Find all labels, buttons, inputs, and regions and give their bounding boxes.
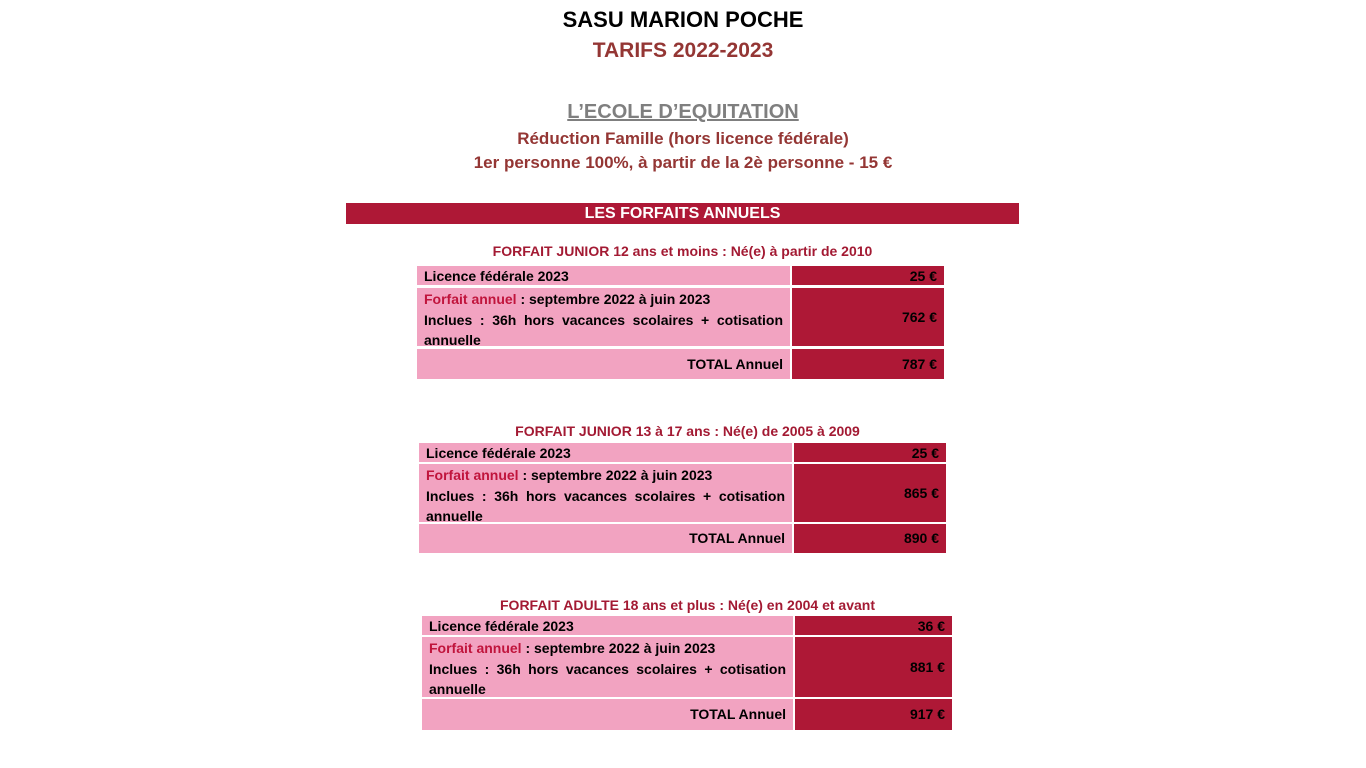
forfait-desc: Inclues : 36h hors vacances scolaires + cotisation annuelle <box>429 660 786 697</box>
forfait-label: Forfait annuel <box>424 291 517 307</box>
forfait-price: 762 € <box>792 288 944 346</box>
forfait-period: : septembre 2022 à juin 2023 <box>518 467 713 483</box>
forfait-table <box>419 443 946 553</box>
forfait-table <box>417 266 944 379</box>
reduction-title: Réduction Famille (hors licence fédérale) <box>517 129 849 148</box>
licence-price: 25 € <box>794 443 946 462</box>
total-label: TOTAL Annuel <box>419 524 792 553</box>
forfaits-banner: LES FORFAITS ANNUELS <box>346 203 1019 224</box>
school-title: L’ECOLE D’EQUITATION <box>567 101 799 123</box>
forfait-period: : septembre 2022 à juin 2023 <box>521 640 716 656</box>
company-name: SASU MARION POCHE <box>562 7 804 32</box>
tarifs-title: TARIFS 2022-2023 <box>592 39 774 62</box>
total-price: 890 € <box>794 524 946 553</box>
licence-price: 36 € <box>795 616 952 635</box>
forfait-title: FORFAIT JUNIOR 13 à 17 ans : Né(e) de 2005 à 2009 <box>515 423 860 439</box>
licence-label: Licence fédérale 2023 <box>417 266 790 285</box>
total-price: 787 € <box>792 349 944 379</box>
forfait-label: Forfait annuel <box>426 467 519 483</box>
total-label: TOTAL Annuel <box>417 349 790 379</box>
forfait-desc: Inclues : 36h hors vacances scolaires + cotisation annuelle <box>424 311 783 348</box>
forfait-cell <box>422 637 793 697</box>
forfait-title: FORFAIT ADULTE 18 ans et plus : Né(e) en 2004 et avant <box>500 597 875 613</box>
forfait-period: : septembre 2022 à juin 2023 <box>516 291 711 307</box>
reduction-detail: 1er personne 100%, à partir de la 2è personne - 15 € <box>473 153 893 172</box>
forfait-cell <box>417 288 790 346</box>
forfait-title: FORFAIT JUNIOR 12 ans et moins : Né(e) à partir de 2010 <box>492 243 873 259</box>
forfait-table <box>422 616 952 730</box>
forfait-label: Forfait annuel <box>429 640 522 656</box>
total-label: TOTAL Annuel <box>422 699 793 730</box>
licence-label: Licence fédérale 2023 <box>419 443 792 462</box>
licence-price: 25 € <box>792 266 944 285</box>
forfait-price: 865 € <box>794 464 946 522</box>
forfait-cell <box>419 464 792 522</box>
licence-label: Licence fédérale 2023 <box>422 616 793 635</box>
forfait-desc: Inclues : 36h hors vacances scolaires + cotisation annuelle <box>426 487 785 524</box>
forfait-price: 881 € <box>795 637 952 697</box>
total-price: 917 € <box>795 699 952 730</box>
